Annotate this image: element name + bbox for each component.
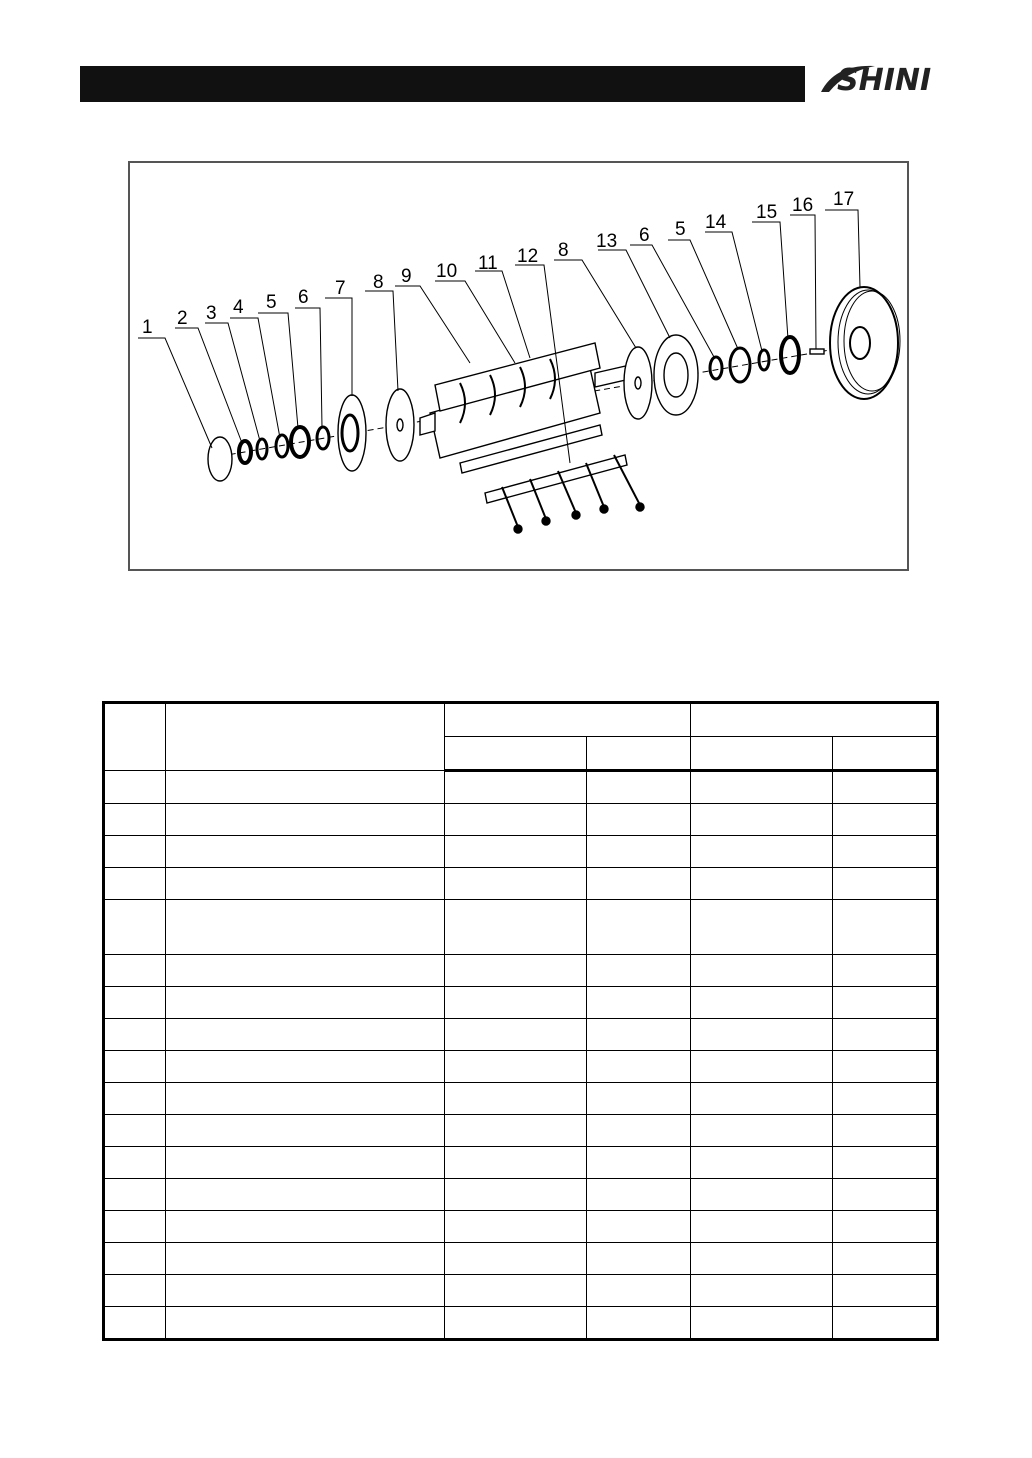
table-cell <box>445 1179 587 1211</box>
table-row <box>104 1179 938 1211</box>
table-cell <box>445 836 587 868</box>
header-cell-group-1 <box>445 703 691 737</box>
header-cell-no <box>104 703 166 771</box>
table-cell <box>833 1115 938 1147</box>
callout-label: 3 <box>206 303 217 324</box>
callout-label: 15 <box>756 202 778 223</box>
callout-label: 5 <box>266 292 277 313</box>
table-cell <box>445 1147 587 1179</box>
table-cell <box>166 1019 445 1051</box>
callout-label: 5 <box>675 219 686 240</box>
table-cell <box>104 1051 166 1083</box>
callout-label: 6 <box>639 225 650 246</box>
table-cell <box>691 1243 833 1275</box>
table-cell <box>691 1019 833 1051</box>
table-cell <box>691 1115 833 1147</box>
table-cell <box>587 1179 691 1211</box>
table-header-row <box>104 703 938 737</box>
table-row <box>104 1211 938 1243</box>
table-cell <box>691 900 833 955</box>
table-row <box>104 1307 938 1340</box>
brand-logo <box>815 56 955 106</box>
table-cell <box>833 1083 938 1115</box>
table-cell <box>166 868 445 900</box>
table-cell <box>445 1115 587 1147</box>
table-row <box>104 987 938 1019</box>
table-cell <box>445 804 587 836</box>
callout-label: 2 <box>177 308 188 329</box>
callout-label: 1 <box>142 317 153 338</box>
subheader-cell <box>691 737 833 771</box>
table-cell <box>587 771 691 804</box>
table-cell <box>445 1083 587 1115</box>
table-cell <box>691 1179 833 1211</box>
table-row <box>104 900 938 955</box>
table-cell <box>833 955 938 987</box>
table-cell <box>587 1115 691 1147</box>
table-cell <box>445 1051 587 1083</box>
table-cell <box>587 868 691 900</box>
table-cell <box>104 987 166 1019</box>
subheader-cell <box>833 737 938 771</box>
table-cell <box>166 1211 445 1243</box>
table-cell <box>587 1147 691 1179</box>
table-cell <box>166 771 445 804</box>
callout-label: 6 <box>298 287 309 308</box>
svg-text:SHINI: SHINI <box>837 63 932 98</box>
table-row <box>104 804 938 836</box>
table-cell <box>166 804 445 836</box>
table-cell <box>166 1115 445 1147</box>
table-cell <box>104 1275 166 1307</box>
header-cell-name <box>166 703 445 771</box>
table-cell <box>587 987 691 1019</box>
table-cell <box>833 1179 938 1211</box>
callout-label: 14 <box>705 212 727 233</box>
table-cell <box>166 1051 445 1083</box>
callout-label: 8 <box>558 240 569 261</box>
table-cell <box>445 1019 587 1051</box>
parts-list-table <box>102 701 939 1341</box>
table-cell <box>833 1211 938 1243</box>
table-cell <box>691 804 833 836</box>
callout-label: 11 <box>478 253 498 274</box>
table-cell <box>104 771 166 804</box>
table-cell <box>104 1147 166 1179</box>
callout-label: 13 <box>596 231 618 252</box>
table-cell <box>104 955 166 987</box>
table-cell <box>691 1147 833 1179</box>
table-cell <box>587 1051 691 1083</box>
table-cell <box>587 1275 691 1307</box>
table-cell <box>587 1083 691 1115</box>
table-cell <box>691 955 833 987</box>
table-cell <box>445 771 587 804</box>
cutter-assembly-drawing <box>130 163 911 573</box>
table-cell <box>833 900 938 955</box>
table-cell <box>104 1115 166 1147</box>
table-row <box>104 1019 938 1051</box>
table-cell <box>587 1243 691 1275</box>
table-cell <box>166 1083 445 1115</box>
table-cell <box>587 900 691 955</box>
table-cell <box>445 1307 587 1340</box>
table-row <box>104 1115 938 1147</box>
table-cell <box>445 868 587 900</box>
table-cell <box>833 1147 938 1179</box>
table-row <box>104 955 938 987</box>
subheader-cell <box>587 737 691 771</box>
callout-label: 10 <box>436 261 458 282</box>
table-cell <box>445 1275 587 1307</box>
table-row <box>104 868 938 900</box>
table-cell <box>166 1179 445 1211</box>
table-cell <box>166 955 445 987</box>
table-cell <box>104 900 166 955</box>
header-bar <box>80 66 805 102</box>
header-cell-group-2 <box>691 703 938 737</box>
table-row <box>104 1051 938 1083</box>
callout-label: 8 <box>373 272 384 293</box>
callout-label: 12 <box>517 246 539 267</box>
table-cell <box>166 1275 445 1307</box>
table-row <box>104 1083 938 1115</box>
table-cell <box>445 955 587 987</box>
table-cell <box>104 1019 166 1051</box>
table-cell <box>166 900 445 955</box>
table-cell <box>691 1211 833 1243</box>
table-cell <box>691 1307 833 1340</box>
table-cell <box>833 836 938 868</box>
table-row <box>104 1243 938 1275</box>
table-cell <box>691 771 833 804</box>
callout-label: 16 <box>792 195 814 216</box>
table-cell <box>104 868 166 900</box>
table-cell <box>691 836 833 868</box>
callout-label: 17 <box>833 189 855 210</box>
exploded-view-diagram <box>128 161 909 571</box>
table-cell <box>833 771 938 804</box>
table-cell <box>587 804 691 836</box>
table-cell <box>445 1211 587 1243</box>
table-cell <box>587 955 691 987</box>
callout-label: 9 <box>401 266 412 287</box>
table-cell <box>104 804 166 836</box>
table-cell <box>833 1243 938 1275</box>
table-cell <box>833 1051 938 1083</box>
subheader-cell <box>445 737 587 771</box>
table-cell <box>104 1083 166 1115</box>
table-row <box>104 836 938 868</box>
table-cell <box>166 987 445 1019</box>
table-cell <box>587 1307 691 1340</box>
table-cell <box>691 1051 833 1083</box>
table-cell <box>445 1243 587 1275</box>
table-cell <box>166 1147 445 1179</box>
table-cell <box>833 987 938 1019</box>
callout-label: 7 <box>335 278 346 299</box>
table-cell <box>104 1243 166 1275</box>
table-cell <box>833 868 938 900</box>
table-cell <box>104 1307 166 1340</box>
parts-table-body <box>104 771 938 1340</box>
table-cell <box>587 1019 691 1051</box>
table-cell <box>691 987 833 1019</box>
table-row <box>104 771 938 804</box>
table-row <box>104 1275 938 1307</box>
table-cell <box>691 1083 833 1115</box>
table-cell <box>166 1243 445 1275</box>
table-cell <box>104 1211 166 1243</box>
table-cell <box>833 1019 938 1051</box>
table-cell <box>691 868 833 900</box>
table-cell <box>587 836 691 868</box>
table-cell <box>587 1211 691 1243</box>
table-cell <box>833 804 938 836</box>
callout-label: 4 <box>233 297 244 318</box>
table-cell <box>104 1179 166 1211</box>
table-cell <box>691 1275 833 1307</box>
shini-logo-icon <box>815 56 955 106</box>
table-cell <box>445 900 587 955</box>
table-cell <box>104 836 166 868</box>
table-cell <box>166 1307 445 1340</box>
table-cell <box>833 1275 938 1307</box>
table-row <box>104 1147 938 1179</box>
table-cell <box>833 1307 938 1340</box>
table-cell <box>166 836 445 868</box>
table-cell <box>445 987 587 1019</box>
